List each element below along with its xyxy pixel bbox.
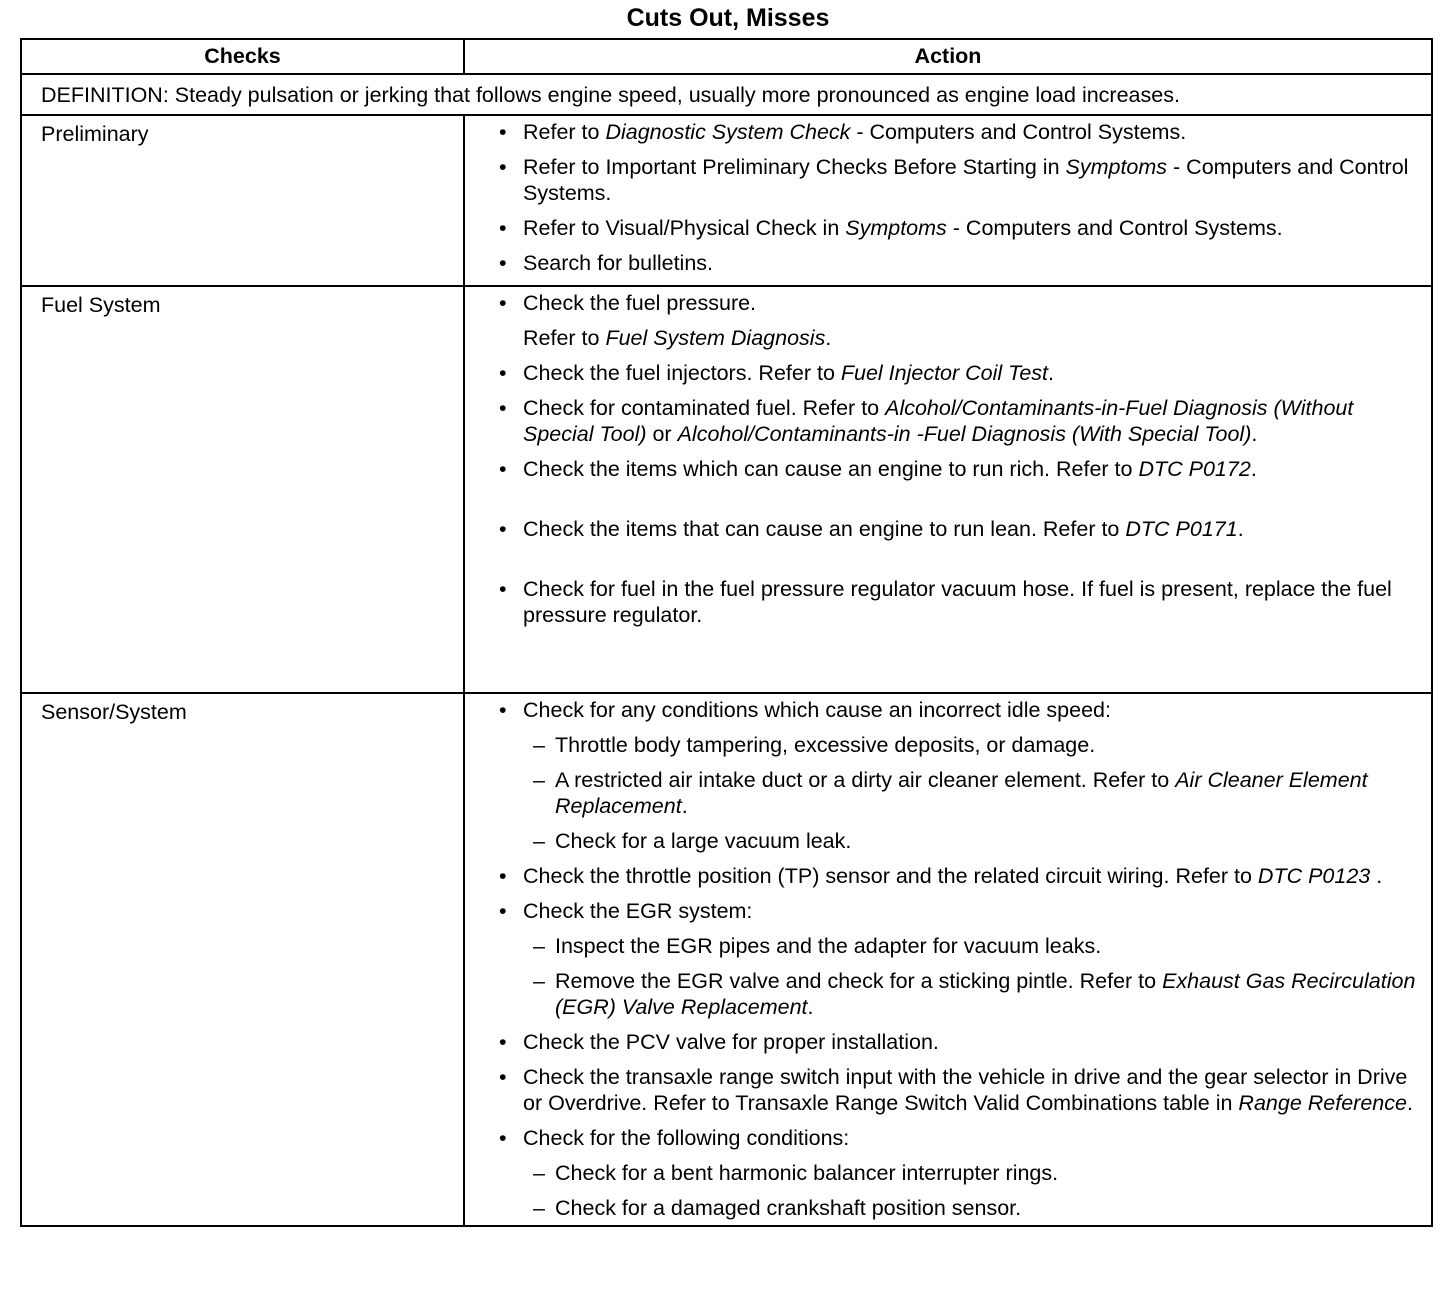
- table-row: [21, 286, 1432, 693]
- dash-icon: –: [533, 733, 545, 757]
- action-item: • Check the fuel injectors. Refer to Fuel Injector Coil Test.: [499, 361, 1054, 385]
- bullet-icon: •: [499, 155, 507, 179]
- action-item: • Search for bulletins.: [499, 251, 714, 275]
- bullet-icon: •: [499, 251, 507, 275]
- action-item: • Check the fuel pressure. Refer to Fuel System Diagnosis.: [499, 291, 832, 350]
- action-list: [499, 290, 1423, 628]
- action-item: • Check the items which can cause an engine to run rich. Refer to DTC P0172.: [499, 457, 1257, 481]
- dash-icon: –: [533, 969, 545, 993]
- action-list: [499, 119, 1423, 276]
- definition-row: [21, 74, 1432, 115]
- sub-item: – Remove the EGR valve and check for a sticking pintle. Refer to Exhaust Gas Recirculation (EGR) Valve Replacement.: [533, 969, 1416, 1019]
- definition-text: DEFINITION: Steady pulsation or jerking that follows engine speed, usually more pronounced as engine load increases.: [21, 74, 1432, 115]
- action-cell-fuel-system: [464, 286, 1432, 693]
- dash-icon: –: [533, 768, 545, 792]
- action-item: • Check the EGR system: – Inspect the EGR pipes and the adapter for vacuum leaks. – Remove the EGR valve and check for a sticking pintle. Refer to Exhaust Gas Recirculation (EGR) Valve Replacement.: [499, 898, 1423, 1020]
- bullet-icon: •: [499, 120, 507, 144]
- action-item: • Check for the following conditions: – Check for a bent harmonic balancer interrupter rings. – Check for a damaged crankshaft position sensor.: [499, 1125, 1423, 1221]
- dash-icon: –: [533, 829, 545, 853]
- dash-icon: –: [533, 1161, 545, 1185]
- action-column-header: Action: [464, 39, 1432, 74]
- action-item: • Check the transaxle range switch input with the vehicle in drive and the gear selector in Drive or Overdrive. Refer to Transaxle Range Switch Valid Combinations table in Range Reference.: [499, 1065, 1413, 1115]
- action-item: • Refer to Diagnostic System Check - Computers and Control Systems.: [499, 120, 1187, 144]
- sub-list: [523, 732, 1423, 854]
- sub-item: – Check for a bent harmonic balancer interrupter rings.: [533, 1161, 1059, 1185]
- bullet-icon: •: [499, 361, 507, 385]
- header-row: [21, 39, 1432, 74]
- check-name-preliminary: Preliminary: [21, 115, 464, 286]
- diagnostic-table: [20, 38, 1433, 1227]
- sub-item: – Check for a large vacuum leak.: [533, 829, 852, 853]
- bullet-icon: •: [499, 457, 507, 481]
- action-list: [499, 697, 1423, 1221]
- action-item: • Refer to Important Preliminary Checks Before Starting in Symptoms - Computers and Control Systems.: [499, 155, 1409, 205]
- sub-item: – Throttle body tampering, excessive deposits, or damage.: [533, 733, 1096, 757]
- bullet-icon: •: [499, 864, 507, 888]
- action-item: • Check the throttle position (TP) sensor and the related circuit wiring. Refer to DTC P0123 .: [499, 864, 1383, 888]
- bullet-icon: •: [499, 698, 507, 722]
- bullet-icon: •: [499, 396, 507, 420]
- sub-item: – A restricted air intake duct or a dirty air cleaner element. Refer to Air Cleaner Element Replacement.: [533, 768, 1368, 818]
- bullet-icon: •: [499, 899, 507, 923]
- sub-list: [523, 933, 1423, 1020]
- page-title: Cuts Out, Misses: [626, 4, 830, 32]
- table-row: [21, 115, 1432, 286]
- sub-list: [523, 1160, 1423, 1221]
- action-item: • Check the PCV valve for proper installation.: [499, 1030, 939, 1054]
- action-item: • Check the items that can cause an engine to run lean. Refer to DTC P0171.: [499, 517, 1244, 541]
- action-item: • Check for contaminated fuel. Refer to Alcohol/Contaminants-in-Fuel Diagnosis (Without Special Tool) or Alcohol/Contaminants-in -Fuel Diagnosis (With Special Tool).: [499, 396, 1354, 446]
- action-item: • Check for any conditions which cause an incorrect idle speed: – Throttle body tampering, excessive deposits, or damage. – A restricted air intake duct or a dirty air cleaner element. Refer to Air Cleaner Element Replacement. – Check for a large vacuum leak.: [499, 697, 1423, 854]
- bullet-icon: •: [499, 1030, 507, 1054]
- action-item: • Check for fuel in the fuel pressure regulator vacuum hose. If fuel is present, replace the fuel pressure regulator.: [499, 577, 1392, 627]
- bullet-icon: •: [499, 216, 507, 240]
- table-row: [21, 693, 1432, 1226]
- check-name-fuel-system: Fuel System: [21, 286, 464, 693]
- checks-column-header: Checks: [21, 39, 464, 74]
- action-item: • Refer to Visual/Physical Check in Symptoms - Computers and Control Systems.: [499, 216, 1283, 240]
- bullet-icon: •: [499, 1065, 507, 1089]
- action-cell-sensor-system: [464, 693, 1432, 1226]
- dash-icon: –: [533, 934, 545, 958]
- sub-item: – Inspect the EGR pipes and the adapter for vacuum leaks.: [533, 934, 1102, 958]
- sub-item: – Check for a damaged crankshaft position sensor.: [533, 1196, 1022, 1220]
- bullet-icon: •: [499, 577, 507, 601]
- bullet-icon: •: [499, 291, 507, 315]
- bullet-icon: •: [499, 517, 507, 541]
- bullet-icon: •: [499, 1126, 507, 1150]
- action-cell-preliminary: [464, 115, 1432, 286]
- check-name-sensor-system: Sensor/System: [21, 693, 464, 1226]
- dash-icon: –: [533, 1196, 545, 1220]
